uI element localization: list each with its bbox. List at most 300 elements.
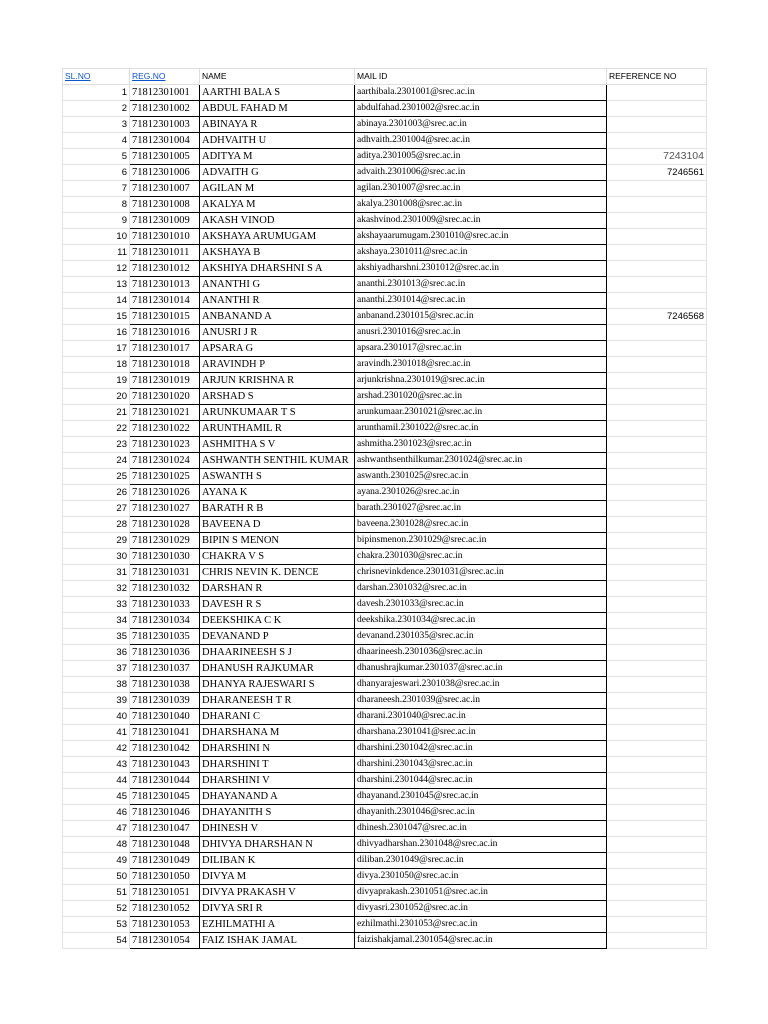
- sl-no-cell[interactable]: 34: [63, 613, 130, 629]
- mail-id-cell[interactable]: advaith.2301006@srec.ac.in: [355, 165, 607, 181]
- mail-id-cell[interactable]: aravindh.2301018@srec.ac.in: [355, 357, 607, 373]
- mail-id-cell[interactable]: anusri.2301016@srec.ac.in: [355, 325, 607, 341]
- reference-no-cell[interactable]: [607, 373, 707, 389]
- mail-id-cell[interactable]: akalya.2301008@srec.ac.in: [355, 197, 607, 213]
- mail-id-cell[interactable]: agilan.2301007@srec.ac.in: [355, 181, 607, 197]
- sl-no-cell[interactable]: 7: [63, 181, 130, 197]
- reference-no-cell[interactable]: [607, 853, 707, 869]
- mail-id-cell[interactable]: baveena.2301028@srec.ac.in: [355, 517, 607, 533]
- reference-no-cell[interactable]: [607, 293, 707, 309]
- reference-no-cell[interactable]: [607, 661, 707, 677]
- name-cell[interactable]: DILIBAN K: [200, 853, 355, 869]
- reg-no-cell[interactable]: 71812301016: [130, 325, 200, 341]
- name-cell[interactable]: DIVYA SRI R: [200, 901, 355, 917]
- reference-no-cell[interactable]: [607, 357, 707, 373]
- mail-id-cell[interactable]: ayana.2301026@srec.ac.in: [355, 485, 607, 501]
- sl-no-cell[interactable]: 18: [63, 357, 130, 373]
- name-cell[interactable]: FAIZ ISHAK JAMAL: [200, 933, 355, 949]
- sl-no-cell[interactable]: 22: [63, 421, 130, 437]
- table-row: [63, 613, 707, 629]
- reference-no-cell[interactable]: [607, 501, 707, 517]
- reference-no-cell[interactable]: [607, 677, 707, 693]
- table-row: [63, 805, 707, 821]
- reference-no-cell[interactable]: [607, 101, 707, 117]
- name-cell[interactable]: DHINESH V: [200, 821, 355, 837]
- reference-no-cell[interactable]: [607, 757, 707, 773]
- reference-no-cell[interactable]: [607, 181, 707, 197]
- name-cell[interactable]: AARTHI BALA S: [200, 85, 355, 101]
- sl-no-cell[interactable]: 32: [63, 581, 130, 597]
- name-cell[interactable]: ASWANTH S: [200, 469, 355, 485]
- sl-no-cell[interactable]: 17: [63, 341, 130, 357]
- reference-no-cell[interactable]: [607, 741, 707, 757]
- reference-no-cell[interactable]: [607, 837, 707, 853]
- sl-no-cell[interactable]: 43: [63, 757, 130, 773]
- table-row: [63, 773, 707, 789]
- sl-no-cell[interactable]: 51: [63, 885, 130, 901]
- reg-no-cell[interactable]: 71812301008: [130, 197, 200, 213]
- mail-id-cell[interactable]: chakra.2301030@srec.ac.in: [355, 549, 607, 565]
- table-row: [63, 629, 707, 645]
- mail-id-cell[interactable]: abinaya.2301003@srec.ac.in: [355, 117, 607, 133]
- mail-id-cell[interactable]: arshad.2301020@srec.ac.in: [355, 389, 607, 405]
- sl-no-cell[interactable]: 44: [63, 773, 130, 789]
- name-cell[interactable]: ARJUN KRISHNA R: [200, 373, 355, 389]
- mail-id-cell[interactable]: dharani.2301040@srec.ac.in: [355, 709, 607, 725]
- name-cell[interactable]: ASHWANTH SENTHIL KUMAR: [200, 453, 355, 469]
- mail-id-cell[interactable]: dhanushrajkumar.2301037@srec.ac.in: [355, 661, 607, 677]
- reference-no-cell[interactable]: [607, 437, 707, 453]
- mail-id-cell[interactable]: dharshini.2301043@srec.ac.in: [355, 757, 607, 773]
- reference-no-cell[interactable]: [607, 485, 707, 501]
- table-row: [63, 645, 707, 661]
- name-cell[interactable]: BARATH R B: [200, 501, 355, 517]
- mail-id-cell[interactable]: deekshika.2301034@srec.ac.in: [355, 613, 607, 629]
- reg-no-cell[interactable]: 71812301020: [130, 389, 200, 405]
- reg-no-cell[interactable]: 71812301014: [130, 293, 200, 309]
- mail-id-cell[interactable]: apsara.2301017@srec.ac.in: [355, 341, 607, 357]
- reg-no-cell[interactable]: 71812301001: [130, 85, 200, 101]
- table-row: [63, 389, 707, 405]
- mail-id-cell[interactable]: akashvinod.2301009@srec.ac.in: [355, 213, 607, 229]
- sl-no-cell[interactable]: 26: [63, 485, 130, 501]
- mail-id-cell[interactable]: akshaya.2301011@srec.ac.in: [355, 245, 607, 261]
- mail-id-cell[interactable]: arunthamil.2301022@srec.ac.in: [355, 421, 607, 437]
- reference-no-cell[interactable]: [607, 693, 707, 709]
- mail-id-cell[interactable]: dhivyadharshan.2301048@srec.ac.in: [355, 837, 607, 853]
- reference-no-cell[interactable]: [607, 453, 707, 469]
- mail-id-cell[interactable]: aswanth.2301025@srec.ac.in: [355, 469, 607, 485]
- mail-id-cell[interactable]: diliban.2301049@srec.ac.in: [355, 853, 607, 869]
- name-cell[interactable]: DIVYA M: [200, 869, 355, 885]
- reg-no-cell[interactable]: 71812301033: [130, 597, 200, 613]
- name-cell[interactable]: CHAKRA V S: [200, 549, 355, 565]
- sl-no-cell[interactable]: 12: [63, 261, 130, 277]
- reg-no-cell[interactable]: 71812301040: [130, 709, 200, 725]
- reg-no-cell[interactable]: 71812301034: [130, 613, 200, 629]
- reg-no-cell[interactable]: 71812301011: [130, 245, 200, 261]
- reg-no-cell[interactable]: 71812301031: [130, 565, 200, 581]
- reg-no-cell[interactable]: 71812301025: [130, 469, 200, 485]
- name-cell[interactable]: DHARSHINI V: [200, 773, 355, 789]
- reference-no-cell[interactable]: [607, 517, 707, 533]
- reference-no-cell[interactable]: [607, 421, 707, 437]
- sl-no-cell[interactable]: 15: [63, 309, 130, 325]
- name-cell[interactable]: AKASH VINOD: [200, 213, 355, 229]
- sl-no-cell[interactable]: 19: [63, 373, 130, 389]
- name-cell[interactable]: CHRIS NEVIN K. DENCE: [200, 565, 355, 581]
- reg-no-cell[interactable]: 71812301054: [130, 933, 200, 949]
- reg-no-cell[interactable]: 71812301017: [130, 341, 200, 357]
- reference-no-cell[interactable]: 7246568: [607, 309, 707, 325]
- reg-no-cell[interactable]: 71812301046: [130, 805, 200, 821]
- table-row: [63, 85, 707, 101]
- sl-no-cell[interactable]: 21: [63, 405, 130, 421]
- name-cell[interactable]: ANBANAND A: [200, 309, 355, 325]
- name-cell[interactable]: ANUSRI J R: [200, 325, 355, 341]
- reference-no-cell[interactable]: [607, 389, 707, 405]
- table-row: [63, 821, 707, 837]
- name-cell[interactable]: DAVESH R S: [200, 597, 355, 613]
- reg-no-cell[interactable]: 71812301015: [130, 309, 200, 325]
- mail-id-cell[interactable]: dharshini.2301044@srec.ac.in: [355, 773, 607, 789]
- sl-no-cell[interactable]: 49: [63, 853, 130, 869]
- mail-id-cell[interactable]: adhvaith.2301004@srec.ac.in: [355, 133, 607, 149]
- reg-no-cell[interactable]: 71812301050: [130, 869, 200, 885]
- reference-no-cell[interactable]: [607, 725, 707, 741]
- name-cell[interactable]: DIVYA PRAKASH V: [200, 885, 355, 901]
- table-row: [63, 565, 707, 581]
- reference-no-cell[interactable]: [607, 213, 707, 229]
- name-cell[interactable]: DHIVYA DHARSHAN N: [200, 837, 355, 853]
- reference-no-cell[interactable]: [607, 325, 707, 341]
- reg-no-cell[interactable]: 71812301005: [130, 149, 200, 165]
- name-cell[interactable]: DHARSHANA M: [200, 725, 355, 741]
- sl-no-cell[interactable]: 4: [63, 133, 130, 149]
- mail-id-cell[interactable]: darshan.2301032@srec.ac.in: [355, 581, 607, 597]
- sl-no-cell[interactable]: 2: [63, 101, 130, 117]
- sl-no-cell[interactable]: 39: [63, 693, 130, 709]
- mail-id-cell[interactable]: davesh.2301033@srec.ac.in: [355, 597, 607, 613]
- table-row: [63, 485, 707, 501]
- reg-no-cell[interactable]: 71812301037: [130, 661, 200, 677]
- reference-no-cell[interactable]: [607, 565, 707, 581]
- name-cell[interactable]: ARUNTHAMIL R: [200, 421, 355, 437]
- name-cell[interactable]: ADITYA M: [200, 149, 355, 165]
- reg-no-cell[interactable]: 71812301035: [130, 629, 200, 645]
- mail-id-cell[interactable]: ananthi.2301013@srec.ac.in: [355, 277, 607, 293]
- sl-no-cell[interactable]: 16: [63, 325, 130, 341]
- table-row: [63, 149, 707, 165]
- reg-no-cell[interactable]: 71812301043: [130, 757, 200, 773]
- reference-no-cell[interactable]: [607, 405, 707, 421]
- table-row: [63, 261, 707, 277]
- reference-no-cell[interactable]: [607, 885, 707, 901]
- reg-no-cell[interactable]: 71812301029: [130, 533, 200, 549]
- mail-id-cell[interactable]: ashwanthsenthilkumar.2301024@srec.ac.in: [355, 453, 607, 469]
- reference-no-cell[interactable]: [607, 341, 707, 357]
- mail-id-cell[interactable]: ezhilmathi.2301053@srec.ac.in: [355, 917, 607, 933]
- sl-no-cell[interactable]: 30: [63, 549, 130, 565]
- sl-no-cell[interactable]: 40: [63, 709, 130, 725]
- name-cell[interactable]: ANANTHI G: [200, 277, 355, 293]
- table-row: [63, 325, 707, 341]
- name-cell[interactable]: DHAYANAND A: [200, 789, 355, 805]
- table-row: [63, 309, 707, 325]
- mail-id-cell[interactable]: aditya.2301005@srec.ac.in: [355, 149, 607, 165]
- mail-id-cell[interactable]: dharaneesh.2301039@srec.ac.in: [355, 693, 607, 709]
- mail-id-cell[interactable]: divyaprakash.2301051@srec.ac.in: [355, 885, 607, 901]
- header-reg-no-link[interactable]: REG.NO: [130, 69, 200, 85]
- reference-no-cell[interactable]: [607, 773, 707, 789]
- mail-id-cell[interactable]: devanand.2301035@srec.ac.in: [355, 629, 607, 645]
- sl-no-cell[interactable]: 28: [63, 517, 130, 533]
- sl-no-cell[interactable]: 6: [63, 165, 130, 181]
- reg-no-cell[interactable]: 71812301024: [130, 453, 200, 469]
- mail-id-cell[interactable]: dhanyarajeswari.2301038@srec.ac.in: [355, 677, 607, 693]
- reference-no-cell[interactable]: [607, 789, 707, 805]
- reg-no-cell[interactable]: 71812301027: [130, 501, 200, 517]
- sl-no-cell[interactable]: 20: [63, 389, 130, 405]
- mail-id-cell[interactable]: ananthi.2301014@srec.ac.in: [355, 293, 607, 309]
- mail-id-cell[interactable]: aarthibala.2301001@srec.ac.in: [355, 85, 607, 101]
- name-cell[interactable]: AKALYA M: [200, 197, 355, 213]
- name-cell[interactable]: DARSHAN R: [200, 581, 355, 597]
- name-cell[interactable]: AKSHAYA ARUMUGAM: [200, 229, 355, 245]
- reference-no-cell[interactable]: [607, 629, 707, 645]
- reg-no-cell[interactable]: 71812301010: [130, 229, 200, 245]
- name-cell[interactable]: DEVANAND P: [200, 629, 355, 645]
- table-row: [63, 165, 707, 181]
- reference-no-cell[interactable]: [607, 117, 707, 133]
- sl-no-cell[interactable]: 46: [63, 805, 130, 821]
- sl-no-cell[interactable]: 53: [63, 917, 130, 933]
- reference-no-cell[interactable]: [607, 581, 707, 597]
- reg-no-cell[interactable]: 71812301030: [130, 549, 200, 565]
- sl-no-cell[interactable]: 47: [63, 821, 130, 837]
- mail-id-cell[interactable]: arunkumaar.2301021@srec.ac.in: [355, 405, 607, 421]
- reference-no-cell[interactable]: [607, 85, 707, 101]
- reference-no-cell[interactable]: [607, 869, 707, 885]
- reg-no-cell[interactable]: 71812301036: [130, 645, 200, 661]
- name-cell[interactable]: ASHMITHA S V: [200, 437, 355, 453]
- reg-no-cell[interactable]: 71812301009: [130, 213, 200, 229]
- reference-no-cell[interactable]: [607, 821, 707, 837]
- mail-id-cell[interactable]: divya.2301050@srec.ac.in: [355, 869, 607, 885]
- mail-id-cell[interactable]: bipinsmenon.2301029@srec.ac.in: [355, 533, 607, 549]
- name-cell[interactable]: ANANTHI R: [200, 293, 355, 309]
- sl-no-cell[interactable]: 45: [63, 789, 130, 805]
- name-cell[interactable]: ABDUL FAHAD M: [200, 101, 355, 117]
- sl-no-cell[interactable]: 5: [63, 149, 130, 165]
- sl-no-cell[interactable]: 38: [63, 677, 130, 693]
- reference-no-cell[interactable]: [607, 709, 707, 725]
- reg-no-cell[interactable]: 71812301018: [130, 357, 200, 373]
- mail-id-cell[interactable]: dhayanith.2301046@srec.ac.in: [355, 805, 607, 821]
- name-cell[interactable]: DHARANEESH T R: [200, 693, 355, 709]
- name-cell[interactable]: ARSHAD S: [200, 389, 355, 405]
- mail-id-cell[interactable]: dhinesh.2301047@srec.ac.in: [355, 821, 607, 837]
- header-sl-no-link[interactable]: SL.NO: [63, 69, 130, 85]
- name-cell[interactable]: DHANYA RAJESWARI S: [200, 677, 355, 693]
- mail-id-cell[interactable]: faizishakjamal.2301054@srec.ac.in: [355, 933, 607, 949]
- name-cell[interactable]: BIPIN S MENON: [200, 533, 355, 549]
- sl-no-cell[interactable]: 41: [63, 725, 130, 741]
- mail-id-cell[interactable]: anbanand.2301015@srec.ac.in: [355, 309, 607, 325]
- reg-no-cell[interactable]: 71812301006: [130, 165, 200, 181]
- name-cell[interactable]: ABINAYA R: [200, 117, 355, 133]
- mail-id-cell[interactable]: dharshini.2301042@srec.ac.in: [355, 741, 607, 757]
- reg-no-cell[interactable]: 71812301003: [130, 117, 200, 133]
- reg-no-cell[interactable]: 71812301052: [130, 901, 200, 917]
- sl-no-cell[interactable]: 14: [63, 293, 130, 309]
- reg-no-cell[interactable]: 71812301048: [130, 837, 200, 853]
- table-row: [63, 517, 707, 533]
- name-cell[interactable]: APSARA G: [200, 341, 355, 357]
- sl-no-cell[interactable]: 1: [63, 85, 130, 101]
- name-cell[interactable]: BAVEENA D: [200, 517, 355, 533]
- name-cell[interactable]: DHARANI C: [200, 709, 355, 725]
- sl-no-cell[interactable]: 36: [63, 645, 130, 661]
- name-cell[interactable]: AKSHAYA B: [200, 245, 355, 261]
- sl-no-cell[interactable]: 54: [63, 933, 130, 949]
- reg-no-cell[interactable]: 71812301028: [130, 517, 200, 533]
- reg-no-cell[interactable]: 71812301038: [130, 677, 200, 693]
- reference-no-cell[interactable]: 7246561: [607, 165, 707, 181]
- reg-no-cell[interactable]: 71812301049: [130, 853, 200, 869]
- name-cell[interactable]: DHANUSH RAJKUMAR: [200, 661, 355, 677]
- reg-no-cell[interactable]: 71812301002: [130, 101, 200, 117]
- sl-no-cell[interactable]: 27: [63, 501, 130, 517]
- mail-id-cell[interactable]: chrisnevinkdence.2301031@srec.ac.in: [355, 565, 607, 581]
- reg-no-cell[interactable]: 71812301023: [130, 437, 200, 453]
- mail-id-cell[interactable]: akshiyadharshni.2301012@srec.ac.in: [355, 261, 607, 277]
- name-cell[interactable]: DEEKSHIKA C K: [200, 613, 355, 629]
- table-row: [63, 853, 707, 869]
- table-row: [63, 341, 707, 357]
- name-cell[interactable]: AGILAN M: [200, 181, 355, 197]
- name-cell[interactable]: ADVAITH G: [200, 165, 355, 181]
- reference-no-cell[interactable]: [607, 245, 707, 261]
- sl-no-cell[interactable]: 50: [63, 869, 130, 885]
- reference-no-cell[interactable]: [607, 597, 707, 613]
- name-cell[interactable]: ADHVAITH U: [200, 133, 355, 149]
- reference-no-cell[interactable]: [607, 805, 707, 821]
- table-row: [63, 405, 707, 421]
- mail-id-cell[interactable]: barath.2301027@srec.ac.in: [355, 501, 607, 517]
- mail-id-cell[interactable]: dhayanand.2301045@srec.ac.in: [355, 789, 607, 805]
- name-cell[interactable]: ARUNKUMAAR T S: [200, 405, 355, 421]
- table-row: [63, 885, 707, 901]
- mail-id-cell[interactable]: abdulfahad.2301002@srec.ac.in: [355, 101, 607, 117]
- reg-no-cell[interactable]: 71812301032: [130, 581, 200, 597]
- reference-no-cell[interactable]: [607, 533, 707, 549]
- name-cell[interactable]: DHARSHINI T: [200, 757, 355, 773]
- reg-no-cell[interactable]: 71812301012: [130, 261, 200, 277]
- name-cell[interactable]: EZHILMATHI A: [200, 917, 355, 933]
- sl-no-cell[interactable]: 9: [63, 213, 130, 229]
- sl-no-cell[interactable]: 33: [63, 597, 130, 613]
- mail-id-cell[interactable]: dhaarineesh.2301036@srec.ac.in: [355, 645, 607, 661]
- name-cell[interactable]: AKSHIYA DHARSHNI S A: [200, 261, 355, 277]
- sl-no-cell[interactable]: 24: [63, 453, 130, 469]
- sl-no-cell[interactable]: 3: [63, 117, 130, 133]
- reference-no-cell[interactable]: [607, 277, 707, 293]
- mail-id-cell[interactable]: divyasri.2301052@srec.ac.in: [355, 901, 607, 917]
- mail-id-cell[interactable]: dharshana.2301041@srec.ac.in: [355, 725, 607, 741]
- reg-no-cell[interactable]: 71812301042: [130, 741, 200, 757]
- name-cell[interactable]: ARAVINDH P: [200, 357, 355, 373]
- reference-no-cell[interactable]: [607, 901, 707, 917]
- header-reference-no: REFERENCE NO: [607, 69, 707, 85]
- sl-no-cell[interactable]: 42: [63, 741, 130, 757]
- sl-no-cell[interactable]: 23: [63, 437, 130, 453]
- reg-no-cell[interactable]: 71812301021: [130, 405, 200, 421]
- table-row: [63, 869, 707, 885]
- reg-no-cell[interactable]: 71812301041: [130, 725, 200, 741]
- name-cell[interactable]: DHAARINEESH S J: [200, 645, 355, 661]
- sl-no-cell[interactable]: 31: [63, 565, 130, 581]
- sl-no-cell[interactable]: 37: [63, 661, 130, 677]
- sl-no-cell[interactable]: 35: [63, 629, 130, 645]
- sl-no-cell[interactable]: 11: [63, 245, 130, 261]
- reg-no-cell[interactable]: 71812301007: [130, 181, 200, 197]
- reg-no-cell[interactable]: 71812301047: [130, 821, 200, 837]
- reg-no-cell[interactable]: 71812301051: [130, 885, 200, 901]
- table-row: [63, 837, 707, 853]
- reg-no-cell[interactable]: 71812301004: [130, 133, 200, 149]
- table-row: [63, 901, 707, 917]
- sl-no-cell[interactable]: 10: [63, 229, 130, 245]
- table-body: [63, 69, 707, 949]
- reg-no-cell[interactable]: 71812301039: [130, 693, 200, 709]
- student-table: [62, 68, 707, 949]
- name-cell[interactable]: AYANA K: [200, 485, 355, 501]
- reference-no-cell[interactable]: [607, 549, 707, 565]
- reference-no-cell[interactable]: [607, 261, 707, 277]
- sl-no-cell[interactable]: 52: [63, 901, 130, 917]
- mail-id-cell[interactable]: arjunkrishna.2301019@srec.ac.in: [355, 373, 607, 389]
- reference-no-cell[interactable]: [607, 933, 707, 949]
- reference-no-cell[interactable]: 7243104: [607, 149, 707, 165]
- reg-no-cell[interactable]: 71812301013: [130, 277, 200, 293]
- sl-no-cell[interactable]: 13: [63, 277, 130, 293]
- reg-no-cell[interactable]: 71812301019: [130, 373, 200, 389]
- sl-no-cell[interactable]: 8: [63, 197, 130, 213]
- reg-no-cell[interactable]: 71812301026: [130, 485, 200, 501]
- sl-no-cell[interactable]: 48: [63, 837, 130, 853]
- reg-no-cell[interactable]: 71812301053: [130, 917, 200, 933]
- reference-no-cell[interactable]: [607, 133, 707, 149]
- sl-no-cell[interactable]: 25: [63, 469, 130, 485]
- name-cell[interactable]: DHAYANITH S: [200, 805, 355, 821]
- reference-no-cell[interactable]: [607, 229, 707, 245]
- table-row: [63, 245, 707, 261]
- reference-no-cell[interactable]: [607, 645, 707, 661]
- reg-no-cell[interactable]: 71812301044: [130, 773, 200, 789]
- sl-no-cell[interactable]: 29: [63, 533, 130, 549]
- reference-no-cell[interactable]: [607, 613, 707, 629]
- reg-no-cell[interactable]: 71812301022: [130, 421, 200, 437]
- reference-no-cell[interactable]: [607, 469, 707, 485]
- table-row: [63, 357, 707, 373]
- mail-id-cell[interactable]: akshayaarumugam.2301010@srec.ac.in: [355, 229, 607, 245]
- reference-no-cell[interactable]: [607, 917, 707, 933]
- reference-no-cell[interactable]: [607, 197, 707, 213]
- reg-no-cell[interactable]: 71812301045: [130, 789, 200, 805]
- mail-id-cell[interactable]: ashmitha.2301023@srec.ac.in: [355, 437, 607, 453]
- name-cell[interactable]: DHARSHINI N: [200, 741, 355, 757]
